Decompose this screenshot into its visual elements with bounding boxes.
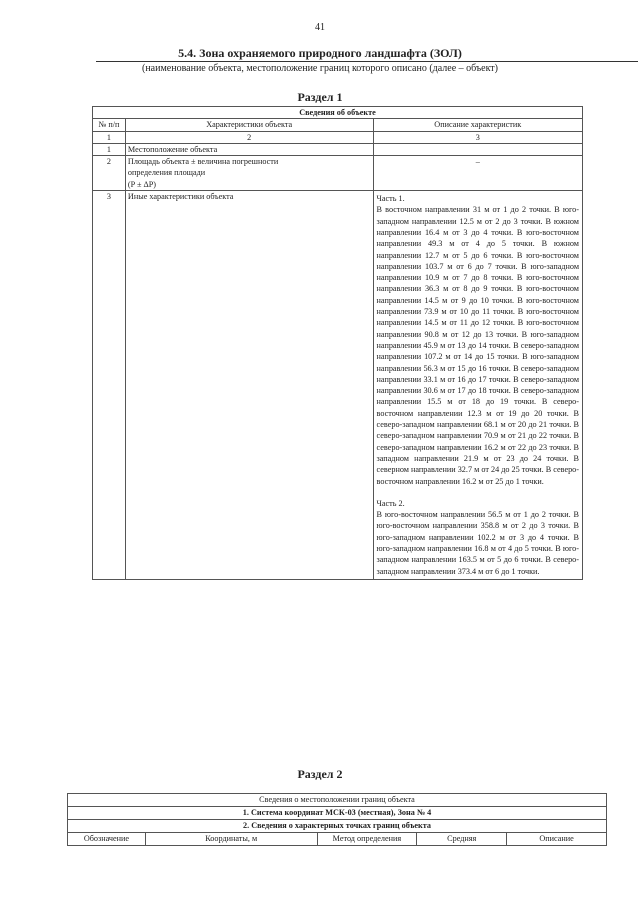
points-info-title: 2. Сведения о характерных точках границ объекта	[68, 820, 607, 833]
boundary-table	[67, 793, 607, 846]
page-number: 41	[315, 22, 325, 33]
zone-subtitle: (наименование объекта, местоположение границ которого описано (далее – объект)	[141, 63, 499, 74]
table-row	[93, 143, 583, 155]
row-name: Местоположение объекта	[125, 143, 373, 155]
row-number: 3	[93, 191, 126, 580]
table-title: Сведения об объекте	[93, 107, 583, 119]
header-characteristic: Характеристики объекта	[125, 119, 373, 131]
row-value	[373, 143, 582, 155]
header-number-1: 1	[93, 131, 126, 143]
coordinate-system: 1. Система координат МСК-03 (местная), Зона № 4	[68, 807, 607, 820]
column-header-row	[68, 833, 607, 846]
header-number-3: 3	[373, 131, 582, 143]
col-average: Средняя	[417, 833, 507, 846]
row-description-cell	[373, 191, 582, 580]
section1-heading: Раздел 1	[297, 90, 343, 104]
row-name: Иные характеристики объекта	[125, 191, 373, 580]
header-description: Описание характеристик	[373, 119, 582, 131]
header-num: № п/п	[93, 119, 126, 131]
table-row	[93, 191, 583, 580]
table-header-numbers-row	[93, 131, 583, 143]
row-value: –	[373, 156, 582, 191]
col-method: Метод определения	[317, 833, 417, 846]
row-name-formula: (P ± ΔP)	[127, 179, 157, 189]
row-name-cell	[125, 156, 373, 191]
table-row	[93, 156, 583, 191]
boundary-title: Сведения о местоположении границ объекта	[68, 794, 607, 807]
part1-label: Часть 1.	[376, 194, 405, 204]
col-designation: Обозначение	[68, 833, 146, 846]
title-underline	[96, 61, 638, 62]
table-header-row	[93, 119, 583, 131]
row-name: Площадь объекта ± величина погрешности определения площади	[127, 157, 279, 178]
col-coordinates: Координаты, м	[145, 833, 317, 846]
part2-label: Часть 2.	[376, 498, 405, 508]
object-info-table	[92, 106, 583, 580]
row-number: 2	[93, 156, 126, 191]
row-number: 1	[93, 143, 126, 155]
header-number-2: 2	[125, 131, 373, 143]
part2-text: В юго-восточном направлении 56.5 м от 1 до 2 точки. В юго-восточном направлении 358.8 м от 2 до 3 точки. В юго-западном направлении 102.2 м от 3 до 4 точки. В юго-западном направлении 16.8 м от 4 до 5 точки. В юго-западном направлении 163.5 м от 5 до 6 точки. В северо-западном направлении 373.4 м от 6 до 1 точки.	[376, 510, 579, 576]
section2-heading: Раздел 2	[297, 767, 343, 781]
zone-title: 5.4. Зона охраняемого природного ландшафта (ЗОЛ)	[178, 46, 462, 60]
col-description: Описание	[507, 833, 607, 846]
part1-text: В восточном направлении 31 м от 1 до 2 точки. В юго-западном направлении 12.5 м от 2 до 3 точки. В южном направлении 16.4 м от 3 до 4 точки. В юго-восточном направлении 49.3 м от 4 до 5 точки. В южном направлении 12.7 м от 5 до 6 точки. В юго-восточном направлении 103.7 м от 6 до 7 точки. В юго-западном направлении 10.9 м от 7 до 8 точки. В юго-восточном направлении 36.3 м от 8 до 9 точки. В юго-восточном направлении 14.5 м от 9 до 10 точки. В юго-восточном направлении 73.9 м от 10 до 11 точки. В юго-восточном направлении 14.5 м от 11 до 12 точки. В юго-восточном направлении 90.8 м от 12 до 13 точки. В юго-западном направлении 45.9 м от 13 до 14 точки. В северо-западном направлении 107.2 м от 14 до 15 точки. В юго-западном направлении 56.3 м от 15 до 16 точки. В северо-западном направлении 33.1 м от 16 до 17 точки. В северо-западном направлении 30.6 м от 17 до 18 точки. В северо-западном направлении 15.5 м от 18 до 19 точки. В северо-восточном направлении 12.3 м от 19 до 20 точки. В северо-западном направлении 68.1 м от 20 до 21 точки. В северо-западном направлении 70.9 м от 21 до 22 точки. В северо-западном направлении 16.2 м от 22 до 23 точки. В западном направлении 21.9 м от 23 до 24 точки. В северном направлении 32.7 м от 24 до 25 точки. В северо-восточном направлении 16.2 м от 25 до 1 точки.	[376, 205, 579, 486]
